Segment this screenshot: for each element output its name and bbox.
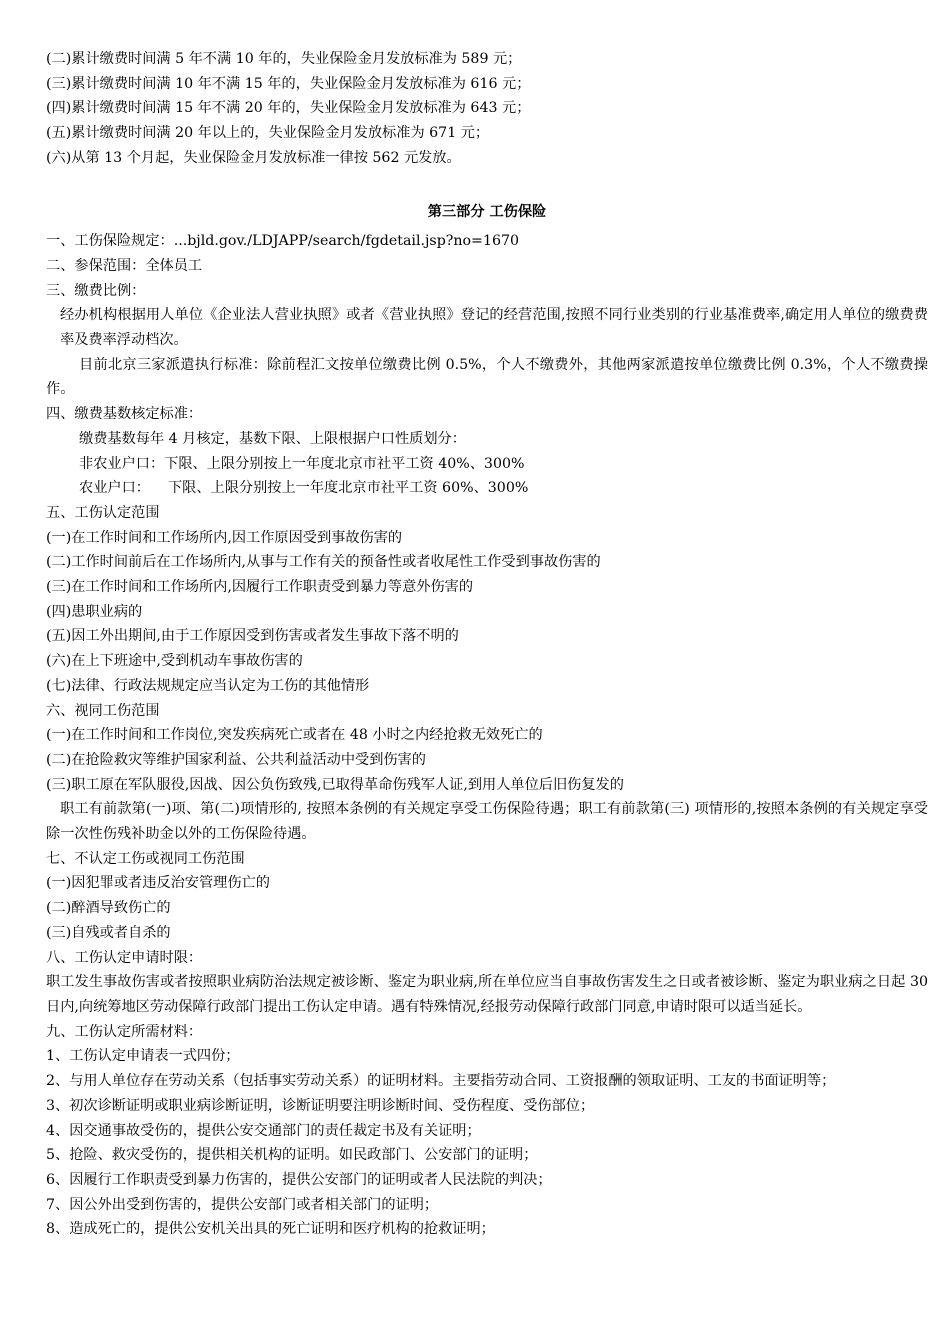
unemployment-item-4: (四)累计缴费时间满 15 年不满 20 年的，失业保险金月发放标准为 643 元； bbox=[46, 100, 531, 117]
section-9-item: 7、因公外出受到伤害的，提供公安部门或者相关部门的证明； bbox=[46, 1196, 439, 1213]
section-3-paragraph-2: 目前北京三家派遣执行标准：除前程汇文按单位缴费比例 0.5%，个人不缴费外，其他两家派遣按单位缴费比例 0.3%，个人不缴费操作。 bbox=[46, 356, 928, 398]
section-9-item: 1、工伤认定申请表一式四份； bbox=[46, 1048, 240, 1065]
section-3-paragraph-1: 经办机构根据用人单位《企业法人营业执照》或者《营业执照》登记的经营范围,按照不同行业类别的行业基准费率,确定用人单位的缴费费率及费率浮动档次。 bbox=[60, 307, 928, 349]
section-5-title: 五、工伤认定范围 bbox=[46, 504, 160, 521]
section-7-title: 七、不认定工伤或视同工伤范围 bbox=[46, 850, 245, 867]
document-page bbox=[46, 47, 928, 1242]
section-4-line: 缴费基数每年 4 月核定，基数下限、上限根据户口性质划分： bbox=[79, 430, 466, 447]
section-9-title: 九、工伤认定所需材料： bbox=[46, 1023, 203, 1040]
section-2-scope: 二、参保范围：全体员工 bbox=[46, 257, 203, 274]
unemployment-item-5: (五)累计缴费时间满 20 年以上的，失业保险金月发放标准为 671 元； bbox=[46, 125, 490, 142]
section-5-item: (七)法律、行政法规规定应当认定为工伤的其他情形 bbox=[46, 677, 370, 694]
section-9-item: 2、与用人单位存在劳动关系（包括事实劳动关系）的证明材料。主要指劳动合同、工资报酬的领取证明、工友的书面证明等； bbox=[46, 1073, 836, 1090]
section-1-regulation: 一、工伤保险规定：...bjld.gov./LDJAPP/search/fgdetail.jsp?no=1670 bbox=[46, 233, 520, 250]
section-9-item: 4、因交通事故受伤的，提供公安交通部门的责任裁定书及有关证明； bbox=[46, 1122, 481, 1139]
section-6-paragraph: 职工有前款第(一)项、第(二)项情形的, 按照本条例的有关规定享受工伤保险待遇；职工有前款第(三) 项情形的,按照本条例的有关规定享受除一次性伤残补助金以外的工伤保险待遇。 bbox=[46, 801, 928, 843]
section-3-title: 三、缴费比例： bbox=[46, 282, 146, 299]
unemployment-item-2: (二)累计缴费时间满 5 年不满 10 年的，失业保险金月发放标准为 589 元； bbox=[46, 51, 522, 67]
section-5-item: (六)在上下班途中,受到机动车事故伤害的 bbox=[46, 653, 303, 670]
section-7-item: (二)醉酒导致伤亡的 bbox=[46, 900, 171, 917]
section-9-item: 8、造成死亡的，提供公安机关出具的死亡证明和医疗机构的抢救证明； bbox=[46, 1221, 495, 1238]
section-4-line: 农业户口： 下限、上限分别按上一年度北京市社平工资 60%、300% bbox=[79, 480, 529, 497]
section-5-item: (五)因工外出期间,由于工作原因受到伤害或者发生事故下落不明的 bbox=[46, 628, 459, 645]
section-7-item: (一)因犯罪或者违反治安管理伤亡的 bbox=[46, 875, 270, 892]
section-6-title: 六、视同工伤范围 bbox=[46, 702, 160, 719]
section-9-item: 6、因履行工作职责受到暴力伤害的，提供公安部门的证明或者人民法院的判决； bbox=[46, 1171, 552, 1188]
section-9-item: 3、初次诊断证明或职业病诊断证明，诊断证明要注明诊断时间、受伤程度、受伤部位； bbox=[46, 1097, 595, 1114]
section-4-line: 非农业户口：下限、上限分别按上一年度北京市社平工资 40%、300% bbox=[79, 455, 525, 472]
section-6-item: (二)在抢险救灾等维护国家利益、公共利益活动中受到伤害的 bbox=[46, 751, 426, 768]
section-5-item: (三)在工作时间和工作场所内,因履行工作职责受到暴力等意外伤害的 bbox=[46, 579, 474, 596]
section-8-title: 八、工伤认定申请时限： bbox=[46, 949, 203, 966]
section-5-item: (四)患职业病的 bbox=[46, 603, 143, 620]
section-4-title: 四、缴费基数核定标准： bbox=[46, 406, 203, 423]
unemployment-item-6: (六)从第 13 个月起，失业保险金月发放标准一律按 562 元发放。 bbox=[46, 149, 461, 166]
unemployment-item-3: (三)累计缴费时间满 10 年不满 15 年的，失业保险金月发放标准为 616 元； bbox=[46, 75, 531, 92]
section-5-item: (一)在工作时间和工作场所内,因工作原因受到事故伤害的 bbox=[46, 529, 403, 546]
section-title: 第三部分 工伤保险 bbox=[427, 204, 547, 221]
section-7-item: (三)自残或者自杀的 bbox=[46, 924, 171, 941]
blank-line bbox=[46, 171, 928, 196]
section-5-item: (二)工作时间前后在工作场所内,从事与工作有关的预备性或者收尾性工作受到事故伤害的 bbox=[46, 554, 601, 571]
section-9-item: 5、抢险、救灾受伤的，提供相关机构的证明。如民政部门、公安部门的证明； bbox=[46, 1147, 538, 1164]
section-6-item: (一)在工作时间和工作岗位,突发疾病死亡或者在 48 小时之内经抢救无效死亡的 bbox=[46, 727, 543, 744]
section-8-paragraph: 职工发生事故伤害或者按照职业病防治法规定被诊断、鉴定为职业病,所在单位应当自事故伤害发生之日或者被诊断、鉴定为职业病之日起 30 日内,向统筹地区劳动保障行政部门提出工伤认定申请。遇有特殊情况,经报劳动保障行政部门同意,申请时限可以适当延长。 bbox=[46, 974, 928, 1015]
section-6-item: (三)职工原在军队服役,因战、因公负伤致残,已取得革命伤残军人证,到用人单位后旧伤复发的 bbox=[46, 776, 624, 793]
